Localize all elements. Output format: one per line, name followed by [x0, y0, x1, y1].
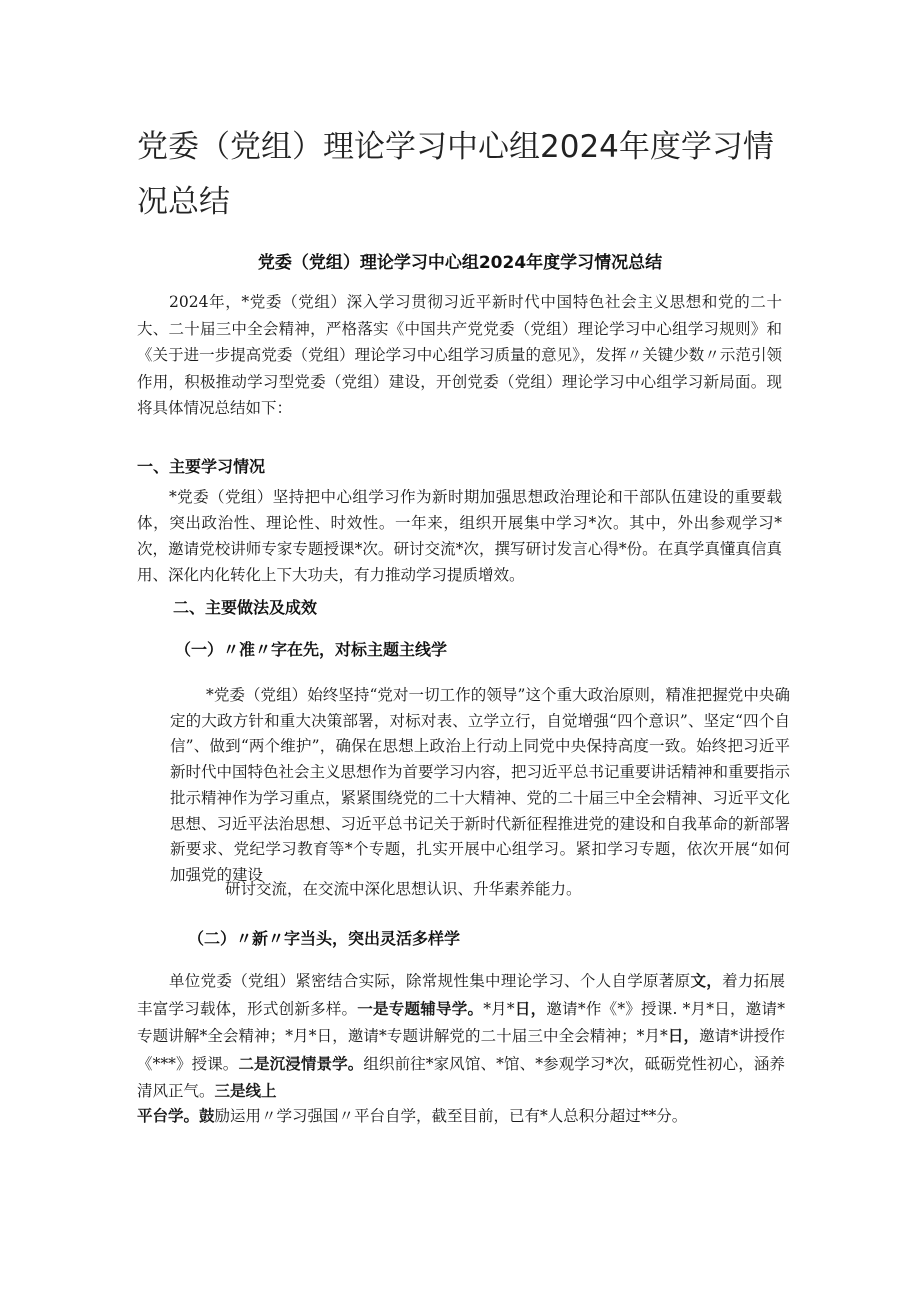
text-segment: 邀请*讲授作《***》授课。 — [137, 1027, 785, 1073]
section2-heading: 二、主要做法及成效 — [173, 598, 318, 617]
section1-heading: 一、主要学习情况 — [137, 457, 266, 476]
text-segment: 邀请*作《*》授课. *月*日，邀请*专题讲解*全会精神；*月*日，邀请*专题讲解党的二十届三中全会精神；*月* — [137, 999, 785, 1045]
sub-title: 党委（党组）理论学习中心组2024年度学习情况总结 — [257, 253, 663, 273]
text-segment: 组织前往*家风馆、*馆、*参观学习*次，砥砺党性初心，涵养清风正气。 — [137, 1054, 785, 1100]
intro-paragraph: 2024年，*党委（党组）深入学习贯彻习近平新时代中国特色社会主义思想和党的二十大、二十届三中全会精神，严格落实《中国共产党党委（党组）理论学习中心组学习规则》和《关于进一步提高党委（党组）理论学习中心组学习质量的意见》，发挥〃关键少数〃示范引领作用，积极推动学习型党委（党组）建设，开创党委（党组）理论学习中心组学习新局面。现将具体情况总结如下： — [137, 293, 782, 417]
bold-segment: 二是沉浸情景学。 — [238, 1054, 364, 1073]
bold-segment: 平台学。鼓 — [137, 1107, 215, 1125]
subsection2-heading: （二）〃新〃字当头，突出灵活多样学 — [188, 929, 461, 948]
bold-segment: 日， — [667, 1027, 700, 1045]
subsection1-paragraph: *党委（党组）始终坚持“党对一切工作的领导”这个重大政治原则，精准把握党中央确定的大政方针和重大决策部署，对标对表、立学立行，自觉增强“四个意识”、坚定“四个自信”、做到“两个维护”，确保在思想上政治上行动上同党中央保持高度一致。始终把习近平新时代中国特色社会主义思想作为首要学习内容，把习近平总书记重要讲话精神和重要指示批示精神作为学习重点，紧紧围绕党的二十大精神、党的二十届三中全会精神、习近平文化思想、习近平法治思想、习近平总书记关于新时代新征程推进党的建设和自我革命的新部署新要求、党纪学习教育等*个专题，扎实开展中心组学习。紧扣学习专题，依次开展“如何加强党的建设 — [170, 686, 791, 884]
subsection2-paragraph-continued — [137, 1103, 785, 1130]
bold-segment: 文， — [690, 972, 723, 990]
text-segment: 单位党委（党组）紧密结合实际，除常规性集中理论学习、个人自学原著原 — [169, 972, 691, 990]
text-segment: *月* — [483, 999, 515, 1018]
subsection1-paragraph-continued: 研讨交流，在交流中深化思想认识、升华素养能力。 — [225, 880, 582, 898]
section1-paragraph: *党委（党组）坚持把中心组学习作为新时期加强思想政治理论和干部队伍建设的重要载体，突出政治性、理论性、时效性。一年来，组织开展集中学习*次。其中，外出参观学习*次，邀请党校讲师专家专题授课*次。研讨交流*次，撰写研讨发言心得*份。在真学真懂真信真用、深化内化转化上下大功夫，有力推动学习提质增效。 — [137, 488, 782, 584]
bold-segment: 一是专题辅导学。 — [357, 999, 484, 1018]
main-title: 党委（党组）理论学习中心组2024年度学习情况总结 — [137, 129, 774, 220]
text-segment: 着力拓展丰富学习载体，形式创新多样。 — [137, 972, 785, 1018]
bold-segment: 日， — [514, 999, 547, 1018]
text-segment: 励运用〃学习强国〃平台自学，截至目前，已有*人总积分超过**分。 — [214, 1107, 688, 1125]
subsection1-heading: （一）〃准〃字在先，对标主题主线学 — [175, 640, 448, 659]
bold-segment: 三是线上 — [214, 1082, 277, 1100]
subsection2-paragraph — [137, 968, 785, 1106]
